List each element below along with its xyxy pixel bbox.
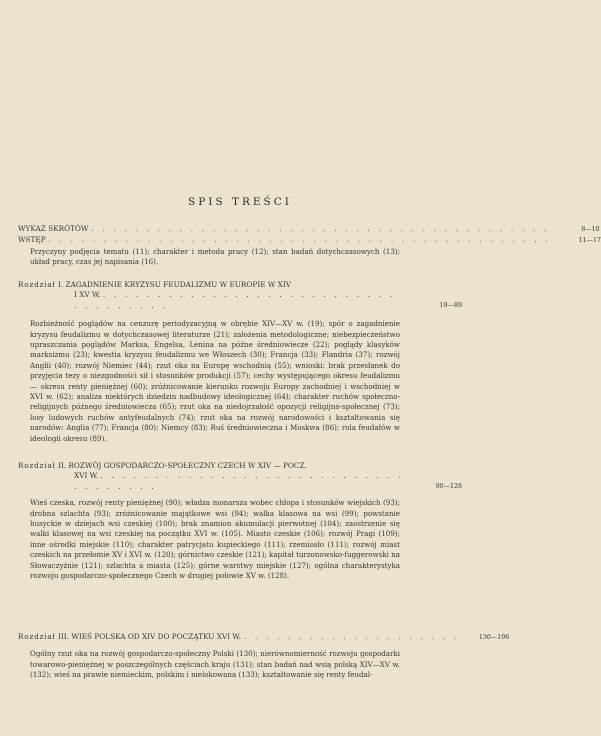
chapter-title-line2: I XV W. [74, 290, 101, 300]
chapter-prefix: Rozdział [18, 461, 56, 470]
chapter-pages: 90—128 [435, 482, 462, 490]
chapter-description: Ogólny rzut oka na rozwój gospodarczo-społeczny Polski (130); nierównomierność rozwoju gospodarki towarowo-pieniężnej w poszczególnych częściach kraju (131); stan badań nad wsią polską XIV—XV w. (132); wieś na prawie niemieckim, polskim i nielokowana (133); kształtowanie się renty feudal- [30, 649, 400, 680]
toc-entry-pages: 11—17 [578, 237, 601, 245]
chapter-prefix: Rozdział [18, 280, 56, 289]
toc-entry-introduction [18, 235, 601, 246]
toc-chapter-1 [18, 280, 462, 444]
chapter-pages: 19—89 [439, 301, 462, 309]
dot-leader: . . . . . . . . . . . . . . . . . . . . [243, 632, 460, 641]
chapter-prefix: Rozdział [18, 632, 56, 641]
chapter-heading [18, 461, 462, 492]
toc-entry-label: WYKAZ SKRÓTÓW [18, 224, 89, 233]
toc-intro [18, 224, 601, 268]
chapter-description: Wieś czeska, rozwój renty pieniężnej (90); władza monarsza wobec chłopa i stosunków wiejskich (93); drobna szlachta (93); zróżnicowanie majątkowe wsi (94); walka klasowa na wsi (99); powstanie husyckie w dziejach wsi czeskiej (100); brak znamion akumulacji pierwotnej (104); zaostrzenie się walki klasowej na wsi czeskiej na początku XVI w. (105). Miasto czeskie (106); rozwój Pragi (109); inne ośrodki miejskie (110); charakter patrycjatu kupieckiego (111); rzemiosło (111); rozwój miast czeskich na przełomie XV i XVI w. (120); górnictwo czeskie (121); kapitał turzonowsko-fuggerowski na Słowaczyźnie (121); szlachta a miasta (125); górne warstwy miejskie (127); ogólna charakterystyka rozwoju gospodarczo-społecznego Czech w drugiej połowie XV w. (128). [30, 498, 400, 581]
dot-leader: . . . . . . . . . . . . . . . . . . . . . . . . . . . . . . . . . . . . [74, 290, 396, 310]
chapter-description: Rozbieżność poglądów na cenzurę periodyzacyjną w obrębie XIV—XV w. (19); spór o zagadnienie kryzysu feudalizmu w dotychczasowej literaturze (21); założenia metodologiczne; niebezpieczeństwo upraszczania poglądów Marksa, Engelsa, Lenina na późne średniowiecze (22); poglądy klasyków marksizmu (23); kwestia kryzysu feudalizmu we Włoszech (30); Francja (33); Flandria (37); rozwój Anglii (40); rozwój Niemiec (44); rzut oka na Europę wschodnią (55); wnioski: brak przesłanek do przyjęcia tezy o niezgodności sił i stosunków produkcji (57); cechy występującego okresu feudalizmu — okresu renty pieniężnej (60); zróżnicowanie kierunku rozwoju Europy zachodniej i wschodniej w XVI w. (62); analiza niektórych dziedzin nadbudowy ideologicznej (64); charakter ruchów społeczno-religijnych późnego średniowiecza (65); rzut oka na niedojrzałość opozycji religijno-społecznej (73); losy ludowych ruchów antyfeudalnych (74); rzut oka na rozwój narodowości i kształtowania się narodów: Anglia (77); Francja (80); Niemcy (83); Ruś średniowieczna i Moskwa (86); rola feudałów w ideologii okresu (89). [30, 319, 400, 443]
toc-entry-description: Przyczyny podjęcia tematu (11); charakter i metoda pracy (12); stan badań dotychczasowych (13); układ pracy, czas jej napisania (16). [30, 246, 400, 267]
chapter-title-line1: II. ROZWÓJ GOSPODARCZO-SPOŁECZNY CZECH W XIV — POCZ. [58, 461, 307, 470]
toc-chapter-3 [18, 632, 510, 681]
chapter-title-line1: III. WIEŚ POLSKA OD XIV DO POCZĄTKU XVI W. [58, 632, 241, 641]
chapter-title-line1: I. ZAGADNIENIE KRYZYSU FEUDALIZMU W EUROPIE W XIV [58, 280, 292, 289]
chapter-title-line2: XVI W. [74, 471, 99, 481]
toc-entry-abbreviations [18, 224, 600, 235]
chapter-pages: 130—196 [478, 634, 510, 641]
chapter-heading [18, 632, 510, 643]
toc-entry-label: WSTĘP [18, 235, 46, 245]
page-title: SPIS TREŚCI [188, 196, 292, 208]
dot-leader: . . . . . . . . . . . . . . . . . . . . . . . . . . . . . . . . . . . . . . . . . . . . . . [48, 235, 551, 245]
toc-entry-pages: 8—10 [581, 226, 600, 233]
toc-chapter-2 [18, 461, 462, 581]
chapter-heading [18, 280, 462, 311]
dot-leader: . . . . . . . . . . . . . . . . . . . . . . . . . . . . . . . . . . . . . . . . . . [91, 224, 550, 233]
dot-leader: . . . . . . . . . . . . . . . . . . . . . . . . . . . . . . . . . . . . [74, 471, 405, 491]
